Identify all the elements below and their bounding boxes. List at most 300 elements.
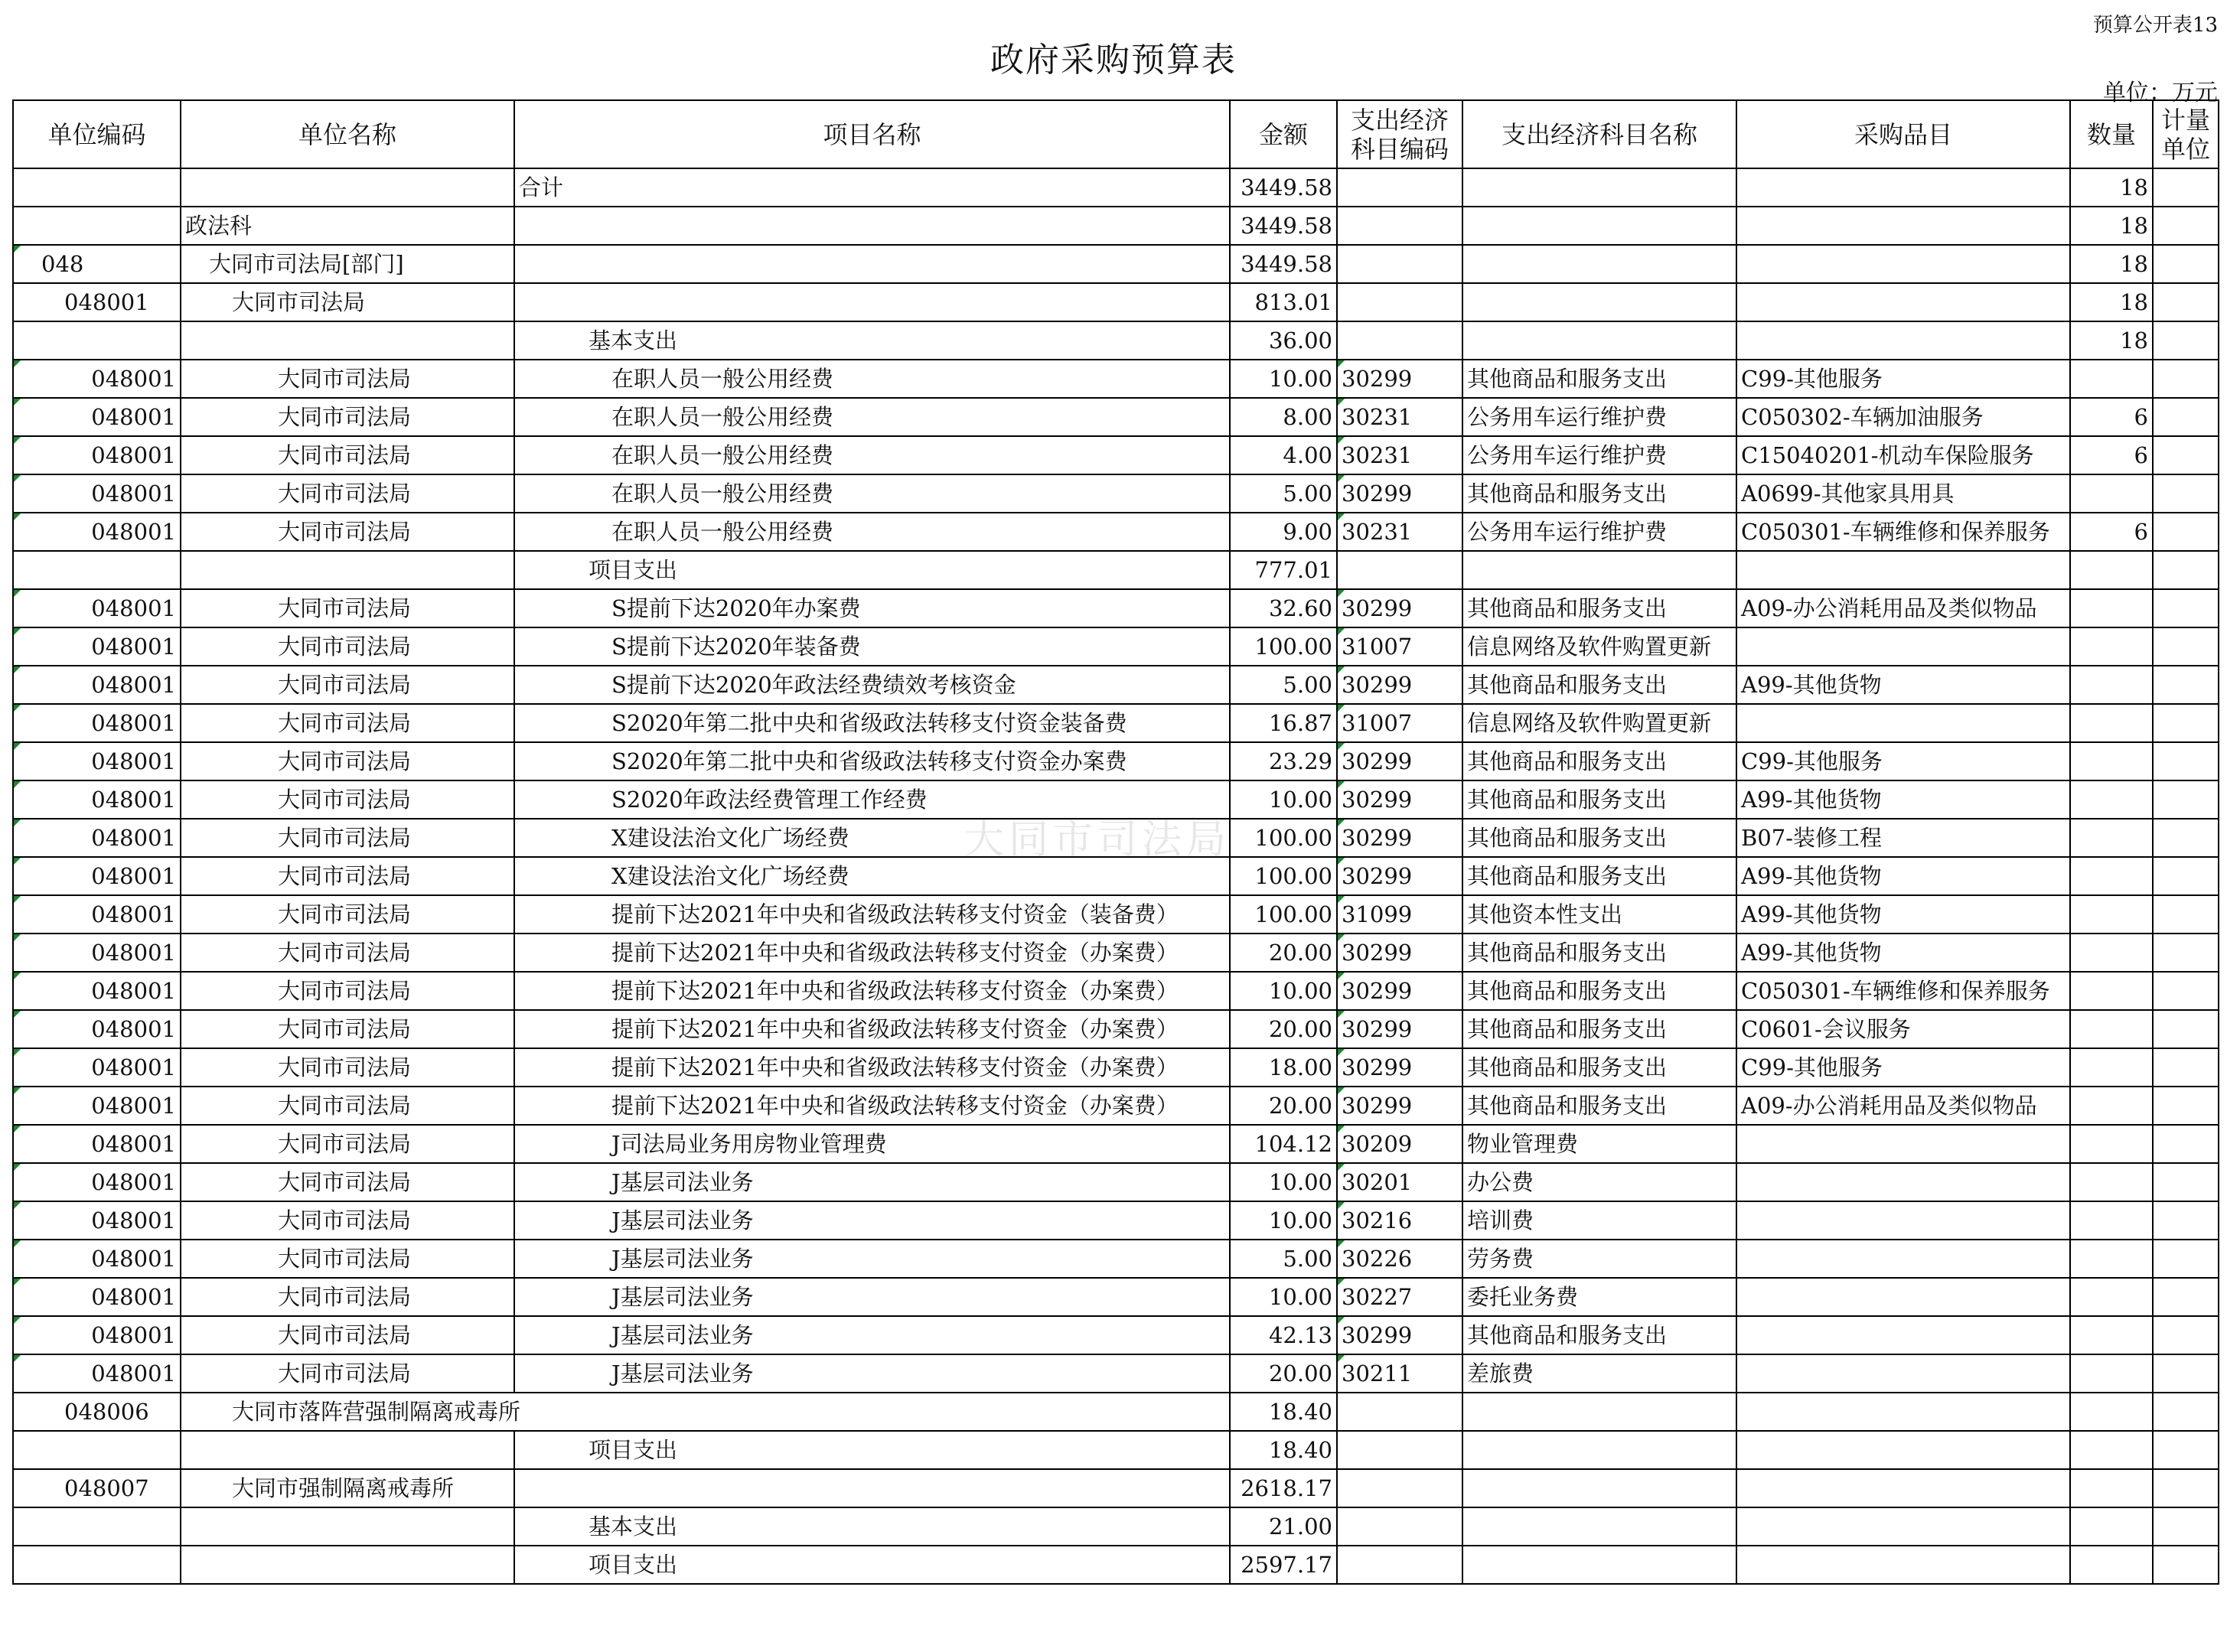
tail-row-unit-048007 [13,1469,2219,1507]
cell-amount: 10.00 [1230,1201,1337,1240]
cell-code: 048001 [13,1163,181,1201]
cell-econ-name: 其他商品和服务支出 [1462,742,1736,780]
cell-code: 048001 [13,627,181,666]
cell-measure [2153,1201,2219,1240]
cell-unit: 大同市司法局 [181,1240,514,1278]
cell-code: 048001 [13,666,181,704]
cell-item: C99-其他服务 [1736,1048,2070,1087]
col-header-item: 采购品目 [1736,100,2070,168]
cell-project: X建设法治文化广场经费 [514,819,1230,857]
cell-measure [2153,436,2219,474]
cell-unit: 大同市司法局 [181,513,514,551]
cell-econ-code: 30216 [1337,1201,1462,1240]
cell-unit: 大同市司法局 [181,627,514,666]
table-row [13,1087,2219,1125]
cell-unit: 大同市司法局 [181,819,514,857]
cell-unit: 大同市司法局 [181,666,514,704]
cell-code [13,168,181,207]
cell-project: J基层司法业务 [514,1354,1230,1393]
cell-qty: 6 [2070,436,2153,474]
cell-code: 048001 [13,934,181,972]
unit-label: 单位：万元 [2103,80,2218,106]
cell-project: J司法局业务用房物业管理费 [514,1125,1230,1163]
cell-amount: 2618.17 [1230,1469,1337,1507]
tail-row-basic [13,1507,2219,1546]
cell-qty: 6 [2070,513,2153,551]
table-row [13,474,2219,513]
cell-code: 048001 [13,1278,181,1316]
cell-qty: 18 [2070,207,2153,245]
cell-amount: 2597.17 [1230,1546,1337,1584]
cell-amount: 9.00 [1230,513,1337,551]
cell-project: J基层司法业务 [514,1316,1230,1354]
cell-item: C050301-车辆维修和保养服务 [1736,972,2070,1010]
cell-amount: 18.40 [1230,1393,1337,1431]
cell-item [1736,1163,2070,1201]
project-expense-header-row [13,551,2219,589]
cell-measure [2153,1316,2219,1354]
cell-econ-name: 其他商品和服务支出 [1462,819,1736,857]
cell-project: 提前下达2021年中央和省级政法转移支付资金（装备费） [514,895,1230,934]
cell-econ-code: 30226 [1337,1240,1462,1278]
cell-qty [2070,1163,2153,1201]
cell-econ-code: 31099 [1337,895,1462,934]
cell-econ-code: 30299 [1337,1048,1462,1087]
cell-project: 项目支出 [514,1546,1230,1584]
table-row [13,1354,2219,1393]
cell-qty [2070,666,2153,704]
cell-unit: 大同市司法局 [181,1163,514,1201]
cell-qty [2070,1240,2153,1278]
cell-project: S提前下达2020年装备费 [514,627,1230,666]
cell-amount: 21.00 [1230,1507,1337,1546]
cell-amount: 10.00 [1230,1163,1337,1201]
cell-item [1736,1316,2070,1354]
cell-amount: 4.00 [1230,436,1337,474]
cell-econ-code: 30201 [1337,1163,1462,1201]
cell-qty [2070,1048,2153,1087]
cell-code: 048001 [13,436,181,474]
cell-econ-name: 信息网络及软件购置更新 [1462,704,1736,742]
cell-item [1736,1125,2070,1163]
cell-measure [2153,627,2219,666]
cell-project: 提前下达2021年中央和省级政法转移支付资金（办案费） [514,1010,1230,1048]
cell-econ-name: 其他商品和服务支出 [1462,666,1736,704]
cell-measure [2153,1354,2219,1393]
cell-qty [2070,1201,2153,1240]
cell-amount: 5.00 [1230,1240,1337,1278]
table-row [13,513,2219,551]
table-row [13,934,2219,972]
cell-econ-code: 30299 [1337,857,1462,895]
cell-project: X建设法治文化广场经费 [514,857,1230,895]
col-header-qty: 数量 [2070,100,2153,168]
cell-measure [2153,513,2219,551]
cell-econ-code: 30299 [1337,1010,1462,1048]
cell-code: 048001 [13,1316,181,1354]
cell-unit [181,168,514,207]
cell-amount: 18.00 [1230,1048,1337,1087]
cell-econ-name: 其他商品和服务支出 [1462,780,1736,819]
cell-item: C15040201-机动车保险服务 [1736,436,2070,474]
cell-amount: 3449.58 [1230,168,1337,207]
cell-qty: 6 [2070,398,2153,436]
cell-project: 提前下达2021年中央和省级政法转移支付资金（办案费） [514,1087,1230,1125]
cell-econ-code: 30299 [1337,589,1462,627]
table-row [13,436,2219,474]
cell-measure [2153,742,2219,780]
cell-econ-name: 信息网络及软件购置更新 [1462,627,1736,666]
cell-project: J基层司法业务 [514,1163,1230,1201]
cell-amount: 32.60 [1230,589,1337,627]
cell-code: 048001 [13,1087,181,1125]
table-number-label: 预算公开表13 [2092,14,2218,37]
cell-amount: 10.00 [1230,972,1337,1010]
tail-row-unit-048006 [13,1393,2219,1431]
cell-econ-name: 差旅费 [1462,1354,1736,1393]
cell-qty [2070,857,2153,895]
cell-econ-name: 公务用车运行维护费 [1462,398,1736,436]
cell-measure [2153,857,2219,895]
cell-code: 048001 [13,589,181,627]
cell-qty [2070,934,2153,972]
watermark: 大同市司法局 [964,817,1231,863]
cell-econ-name: 其他商品和服务支出 [1462,972,1736,1010]
cell-item [1736,1240,2070,1278]
cell-project: S提前下达2020年办案费 [514,589,1230,627]
cell-code: 048001 [13,513,181,551]
cell-item: A09-办公消耗用品及类似物品 [1736,1087,2070,1125]
cell-project: 在职人员一般公用经费 [514,398,1230,436]
summary-row-unit [13,283,2219,321]
cell-unit: 大同市司法局 [181,1010,514,1048]
cell-code: 048001 [13,819,181,857]
cell-item: C99-其他服务 [1736,360,2070,398]
cell-item: B07-装修工程 [1736,819,2070,857]
cell-amount: 20.00 [1230,1354,1337,1393]
cell-econ-code: 30209 [1337,1125,1462,1163]
cell-econ-code: 30211 [1337,1354,1462,1393]
cell-amount: 20.00 [1230,934,1337,972]
cell-unit: 大同市司法局 [181,742,514,780]
page-title: 政府采购预算表 [990,41,1237,80]
table-row [13,360,2219,398]
cell-amount: 42.13 [1230,1316,1337,1354]
cell-qty: 18 [2070,283,2153,321]
cell-amount: 100.00 [1230,819,1337,857]
cell-project: 提前下达2021年中央和省级政法转移支付资金（办案费） [514,972,1230,1010]
cell-measure [2153,704,2219,742]
table-row [13,1125,2219,1163]
cell-unit: 大同市司法局 [181,704,514,742]
cell-amount: 23.29 [1230,742,1337,780]
cell-code: 048001 [13,895,181,934]
cell-code: 048001 [13,780,181,819]
cell-amount: 18.40 [1230,1431,1337,1469]
table-row [13,627,2219,666]
table-row [13,398,2219,436]
cell-unit: 政法科 [181,207,514,245]
cell-code: 048006 [13,1393,181,1431]
cell-measure [2153,1125,2219,1163]
cell-unit: 大同市司法局 [181,857,514,895]
cell-econ-code: 30231 [1337,436,1462,474]
cell-econ-name: 其他商品和服务支出 [1462,857,1736,895]
cell-econ-code: 30227 [1337,1278,1462,1316]
table-row [13,589,2219,627]
cell-econ-code: 31007 [1337,704,1462,742]
cell-econ-code: 30299 [1337,742,1462,780]
cell-project: J基层司法业务 [514,1240,1230,1278]
cell-measure [2153,474,2219,513]
cell-qty [2070,1125,2153,1163]
cell-code: 048001 [13,474,181,513]
cell-econ-code: 30299 [1337,1316,1462,1354]
cell-measure [2153,819,2219,857]
cell-project: S2020年第二批中央和省级政法转移支付资金办案费 [514,742,1230,780]
cell-econ-name: 公务用车运行维护费 [1462,436,1736,474]
cell-unit: 大同市司法局 [181,283,514,321]
cell-unit: 大同市司法局 [181,1125,514,1163]
tail-row-project [13,1431,2219,1469]
cell-econ-code: 30299 [1337,972,1462,1010]
cell-econ-code: 30299 [1337,474,1462,513]
cell-econ-code: 30299 [1337,780,1462,819]
cell-item [1736,1354,2070,1393]
cell-unit: 大同市司法局 [181,1201,514,1240]
cell-econ-name: 其他商品和服务支出 [1462,589,1736,627]
cell-amount: 16.87 [1230,704,1337,742]
cell-project: S2020年政法经费管理工作经费 [514,780,1230,819]
cell-amount: 10.00 [1230,360,1337,398]
cell-amount: 20.00 [1230,1010,1337,1048]
cell-unit: 大同市司法局 [181,1087,514,1125]
cell-qty [2070,972,2153,1010]
table-row [13,1201,2219,1240]
cell-unit: 大同市司法局 [181,1354,514,1393]
cell-project: 在职人员一般公用经费 [514,436,1230,474]
cell-econ-code: 31007 [1337,627,1462,666]
cell-qty [2070,589,2153,627]
table-row [13,1240,2219,1278]
cell-project: 在职人员一般公用经费 [514,513,1230,551]
cell-code: 048001 [13,1354,181,1393]
cell-code: 048001 [13,704,181,742]
cell-item: C050301-车辆维修和保养服务 [1736,513,2070,551]
cell-unit: 大同市强制隔离戒毒所 [181,1469,514,1507]
cell-amount: 5.00 [1230,474,1337,513]
cell-econ-name: 公务用车运行维护费 [1462,513,1736,551]
col-header-code: 单位编码 [13,100,181,168]
cell-code: 048001 [13,360,181,398]
cell-qty [2070,780,2153,819]
cell-project: S提前下达2020年政法经费绩效考核资金 [514,666,1230,704]
summary-row-basic [13,321,2219,360]
cell-measure [2153,398,2219,436]
col-header-project: 项目名称 [514,100,1230,168]
cell-measure [2153,780,2219,819]
cell-measure [2153,1278,2219,1316]
cell-econ-name: 其他商品和服务支出 [1462,1048,1736,1087]
cell-measure [2153,1087,2219,1125]
cell-qty [2070,895,2153,934]
cell-code: 048001 [13,1010,181,1048]
cell-econ-code: 30231 [1337,398,1462,436]
cell-measure [2153,666,2219,704]
cell-project: J基层司法业务 [514,1201,1230,1240]
cell-measure [2153,360,2219,398]
cell-econ-code: 30299 [1337,819,1462,857]
cell-unit: 大同市落阵营强制隔离戒毒所 [181,1393,1230,1431]
cell-item: A0699-其他家具用具 [1736,474,2070,513]
cell-econ-name: 委托业务费 [1462,1278,1736,1316]
cell-code: 048001 [13,742,181,780]
cell-qty [2070,742,2153,780]
cell-qty [2070,819,2153,857]
cell-project: 在职人员一般公用经费 [514,474,1230,513]
cell-code [13,207,181,245]
cell-econ-name: 物业管理费 [1462,1125,1736,1163]
cell-amount: 100.00 [1230,857,1337,895]
cell-unit: 大同市司法局 [181,398,514,436]
cell-unit: 大同市司法局[部门] [181,245,514,283]
cell-amount: 3449.58 [1230,245,1337,283]
cell-measure [2153,972,2219,1010]
cell-econ-name: 劳务费 [1462,1240,1736,1278]
cell-qty [2070,704,2153,742]
cell-qty [2070,1010,2153,1048]
cell-amount: 100.00 [1230,627,1337,666]
cell-measure [2153,1048,2219,1087]
cell-qty: 18 [2070,168,2153,207]
cell-unit: 大同市司法局 [181,1278,514,1316]
cell-item: C99-其他服务 [1736,742,2070,780]
cell-amount: 100.00 [1230,895,1337,934]
cell-unit: 大同市司法局 [181,436,514,474]
cell-code: 048 [13,245,181,283]
cell-project: 提前下达2021年中央和省级政法转移支付资金（办案费） [514,934,1230,972]
table-row [13,1163,2219,1201]
cell-project: 提前下达2021年中央和省级政法转移支付资金（办案费） [514,1048,1230,1087]
table-row [13,1048,2219,1087]
cell-unit: 大同市司法局 [181,1048,514,1087]
cell-item: C050302-车辆加油服务 [1736,398,2070,436]
cell-amount: 10.00 [1230,1278,1337,1316]
cell-econ-name: 其他商品和服务支出 [1462,360,1736,398]
cell-code: 048001 [13,283,181,321]
cell-code: 048001 [13,972,181,1010]
cell-item: A99-其他货物 [1736,895,2070,934]
cell-code: 048001 [13,1125,181,1163]
cell-unit: 大同市司法局 [181,589,514,627]
cell-econ-code: 30299 [1337,1087,1462,1125]
cell-qty [2070,360,2153,398]
cell-qty [2070,474,2153,513]
table-row [13,1316,2219,1354]
summary-row-total [13,168,2219,207]
cell-item: A99-其他货物 [1736,780,2070,819]
cell-unit: 大同市司法局 [181,934,514,972]
cell-project: 合计 [514,168,1230,207]
tail-row-project [13,1546,2219,1584]
cell-econ-code: 30299 [1337,934,1462,972]
cell-econ-name: 其他资本性支出 [1462,895,1736,934]
table-header-row [13,100,2219,168]
cell-item: A99-其他货物 [1736,857,2070,895]
cell-code: 048001 [13,1048,181,1087]
table-row [13,666,2219,704]
cell-item [1736,1201,2070,1240]
summary-row-department [13,245,2219,283]
cell-unit: 大同市司法局 [181,1316,514,1354]
cell-qty [2070,627,2153,666]
col-header-econ-code: 支出经济科目编码 [1337,100,1462,168]
cell-project: S2020年第二批中央和省级政法转移支付资金装备费 [514,704,1230,742]
cell-amount: 777.01 [1230,551,1337,589]
table-row [13,704,2219,742]
cell-code: 048001 [13,857,181,895]
cell-econ-name: 培训费 [1462,1201,1736,1240]
cell-econ-code: 30231 [1337,513,1462,551]
summary-row-section [13,207,2219,245]
cell-amount: 10.00 [1230,780,1337,819]
cell-econ-code: 30299 [1337,666,1462,704]
table-row [13,1010,2219,1048]
cell-code: 048001 [13,398,181,436]
cell-item [1736,704,2070,742]
cell-project: 在职人员一般公用经费 [514,360,1230,398]
cell-econ-code: 30299 [1337,360,1462,398]
col-header-unit-name: 单位名称 [181,100,514,168]
cell-econ-name: 其他商品和服务支出 [1462,1316,1736,1354]
cell-unit: 大同市司法局 [181,972,514,1010]
cell-qty: 18 [2070,321,2153,360]
col-header-econ-name: 支出经济科目名称 [1462,100,1736,168]
cell-measure [2153,589,2219,627]
cell-qty [2070,1278,2153,1316]
cell-measure [2153,1240,2219,1278]
cell-project: 项目支出 [514,1431,1230,1469]
cell-code: 048007 [13,1469,181,1507]
cell-econ-name: 其他商品和服务支出 [1462,1010,1736,1048]
cell-amount: 5.00 [1230,666,1337,704]
cell-unit: 大同市司法局 [181,474,514,513]
table-row [13,742,2219,780]
col-header-amount: 金额 [1230,100,1337,168]
cell-item: A99-其他货物 [1736,666,2070,704]
cell-unit: 大同市司法局 [181,360,514,398]
cell-amount: 3449.58 [1230,207,1337,245]
cell-qty [2070,1354,2153,1393]
cell-project: 项目支出 [514,551,1230,589]
cell-econ-name: 其他商品和服务支出 [1462,934,1736,972]
cell-qty [2070,1316,2153,1354]
cell-qty: 18 [2070,245,2153,283]
cell-econ-name: 其他商品和服务支出 [1462,1087,1736,1125]
cell-measure [2153,895,2219,934]
cell-code: 048001 [13,1240,181,1278]
cell-item: A99-其他货物 [1736,934,2070,972]
table-row [13,972,2219,1010]
cell-measure [2153,934,2219,972]
cell-project: 基本支出 [514,321,1230,360]
cell-amount: 813.01 [1230,283,1337,321]
cell-item: C0601-会议服务 [1736,1010,2070,1048]
cell-measure [2153,1010,2219,1048]
cell-econ-name: 其他商品和服务支出 [1462,474,1736,513]
cell-amount: 36.00 [1230,321,1337,360]
table-row [13,895,2219,934]
